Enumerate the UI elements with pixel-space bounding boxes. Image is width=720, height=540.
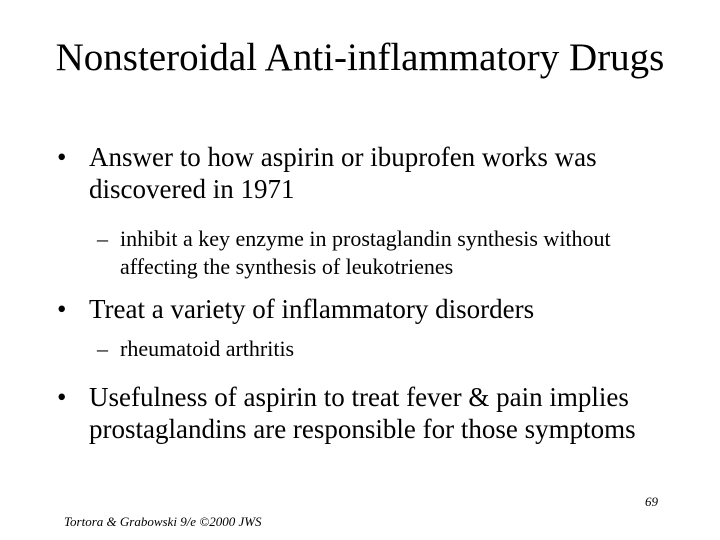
slide-footer: Tortora & Grabowski 9/e ©2000 JWS (64, 514, 262, 529)
sub-bullet-text: rheumatoid arthritis (120, 336, 295, 361)
slide-title: Nonsteroidal Anti-inflammatory Drugs (55, 36, 665, 79)
bullet-list (57, 141, 677, 445)
bullet-text: Answer to how aspirin or ibuprofen works was discovered in 1971 (89, 142, 597, 204)
sub-bullet-item (57, 335, 677, 363)
sub-bullet-item (57, 225, 677, 281)
bullet-marker: • (57, 382, 67, 412)
bullet-item (57, 381, 677, 445)
bullet-text: Treat a variety of inflammatory disorders (89, 294, 535, 324)
sub-bullet-marker: – (97, 336, 108, 361)
bullet-text: Usefulness of aspirin to treat fever & pain implies prostaglandins are responsible for those symptoms (89, 382, 636, 444)
bullet-item (57, 141, 677, 205)
bullet-item (57, 293, 677, 325)
bullet-marker: • (57, 142, 67, 172)
page-number: 69 (645, 494, 658, 509)
bullet-marker: • (57, 294, 67, 324)
sub-bullet-text: inhibit a key enzyme in prostaglandin synthesis without affecting the synthesis of leukotrienes (120, 226, 611, 279)
sub-bullet-marker: – (97, 226, 108, 251)
